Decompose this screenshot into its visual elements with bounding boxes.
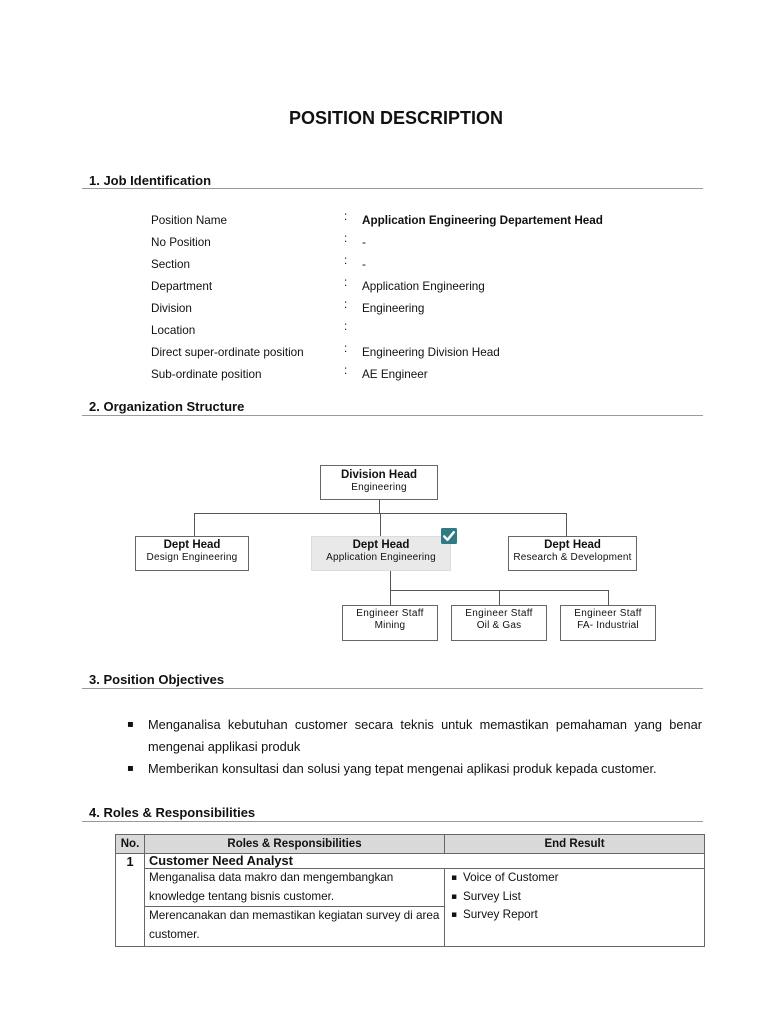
section-heading-organization-structure: 2. Organization Structure	[89, 399, 245, 414]
field-value: Engineering Division Head	[362, 346, 500, 359]
connector-line	[566, 513, 567, 536]
org-box-subtitle: Design Engineering	[146, 552, 238, 563]
org-box-engineer-staff-mining	[342, 605, 438, 641]
role-cell	[145, 869, 445, 907]
field-label: Sub-ordinate position	[151, 368, 262, 381]
field-colon: :	[344, 210, 348, 223]
column-header-no: No.	[116, 835, 145, 854]
connector-line	[390, 571, 391, 605]
section-heading-position-objectives: 3. Position Objectives	[89, 672, 225, 687]
org-box-subtitle: Oil & Gas	[476, 620, 522, 631]
field-row-location	[0, 320, 768, 339]
field-value: -	[362, 236, 366, 249]
connector-line	[380, 513, 381, 536]
org-box-engineer-staff-fa-industrial	[560, 605, 656, 641]
field-label: No Position	[151, 236, 211, 249]
section-heading-roles-responsibilities: 4. Roles & Responsibilities	[89, 805, 256, 820]
org-box-division-head	[320, 465, 438, 500]
field-row-no-position	[0, 232, 768, 251]
list-item: ▪ Survey List	[463, 888, 704, 907]
field-colon: :	[344, 364, 348, 377]
table-row	[116, 854, 705, 869]
field-colon: :	[344, 254, 348, 267]
field-row-section	[0, 254, 768, 273]
org-box-dept-head-research	[508, 536, 637, 571]
org-box-title: Dept Head	[544, 539, 601, 551]
field-row-direct-super-ordinate	[0, 342, 768, 361]
column-header-roles: Roles & Responsibilities	[145, 835, 445, 854]
field-label: Location	[151, 324, 196, 337]
connector-line	[194, 513, 195, 536]
org-box-subtitle: Mining	[374, 620, 406, 631]
org-box-title: Dept Head	[163, 539, 221, 551]
list-item: ▪ Memberikan konsultasi dan solusi yang tepat mengenai aplikasi produk kepada customer.	[148, 758, 702, 780]
org-box-title: Engineer Staff	[574, 608, 642, 619]
table-row	[116, 869, 705, 907]
org-box-dept-head-design	[135, 536, 249, 571]
field-colon: :	[344, 298, 348, 311]
section-divider	[82, 415, 703, 416]
field-value: AE Engineer	[362, 368, 428, 381]
field-value: Application Engineering	[362, 280, 485, 293]
field-value: Engineering	[362, 302, 425, 315]
role-text-line: customer.	[149, 927, 200, 941]
org-box-engineer-staff-oil-gas	[451, 605, 547, 641]
org-box-title: Division Head	[340, 469, 418, 481]
org-box-title: Engineer Staff	[356, 608, 424, 619]
org-box-title: Engineer Staff	[465, 608, 533, 619]
field-label: Department	[151, 280, 213, 293]
check-icon	[441, 528, 457, 544]
field-row-position-name	[0, 210, 768, 229]
connector-line	[608, 590, 609, 605]
field-label: Position Name	[151, 214, 228, 227]
table-header-row	[116, 835, 705, 854]
field-row-department	[0, 276, 768, 295]
field-label: Section	[151, 258, 190, 271]
list-item: ▪ Menganalisa kebutuhan customer secara teknis untuk memastikan pemahaman yang benar mengenai applikasi produk	[148, 714, 702, 758]
row-number: 1	[116, 854, 145, 947]
group-title: Customer Need Analyst	[145, 854, 705, 869]
section-divider	[82, 821, 703, 822]
org-box-subtitle: Application Engineering	[326, 552, 436, 563]
document-title: POSITION DESCRIPTION	[288, 108, 504, 128]
org-box-subtitle: Engineering	[351, 482, 407, 493]
objectives-list	[148, 714, 702, 780]
connector-line	[499, 590, 500, 605]
field-label: Division	[151, 302, 192, 315]
connector-line	[379, 500, 380, 513]
org-box-dept-head-application	[311, 536, 451, 571]
roles-table	[115, 834, 705, 947]
field-row-sub-ordinate	[0, 364, 768, 383]
org-box-title: Dept Head	[352, 539, 410, 551]
field-value: Application Engineering Departement Head	[362, 214, 603, 227]
field-colon: :	[344, 342, 348, 355]
column-header-end-result: End Result	[445, 835, 705, 854]
field-colon: :	[344, 232, 348, 245]
list-item: ▪ Voice of Customer	[463, 869, 704, 888]
field-colon: :	[344, 276, 348, 289]
list-item: ▪ Survey Report	[463, 906, 704, 925]
field-row-division	[0, 298, 768, 317]
end-result-cell	[445, 869, 705, 947]
end-result-list	[445, 869, 704, 925]
org-box-subtitle: FA- Industrial	[577, 620, 639, 631]
field-value: -	[362, 258, 366, 271]
field-label: Direct super-ordinate position	[151, 346, 304, 359]
section-divider	[82, 688, 703, 689]
role-text-line: knowledge tentang bisnis customer.	[149, 889, 335, 903]
org-box-subtitle: Research & Development	[513, 552, 632, 563]
field-colon: :	[344, 320, 348, 333]
role-text-line: Merencanakan dan memastikan kegiatan survey di area	[149, 909, 440, 922]
role-cell	[145, 907, 445, 947]
section-heading-job-identification: 1. Job Identification	[89, 173, 212, 188]
role-text-line: Menganalisa data makro dan mengembangkan	[149, 871, 394, 884]
section-divider	[82, 188, 703, 189]
